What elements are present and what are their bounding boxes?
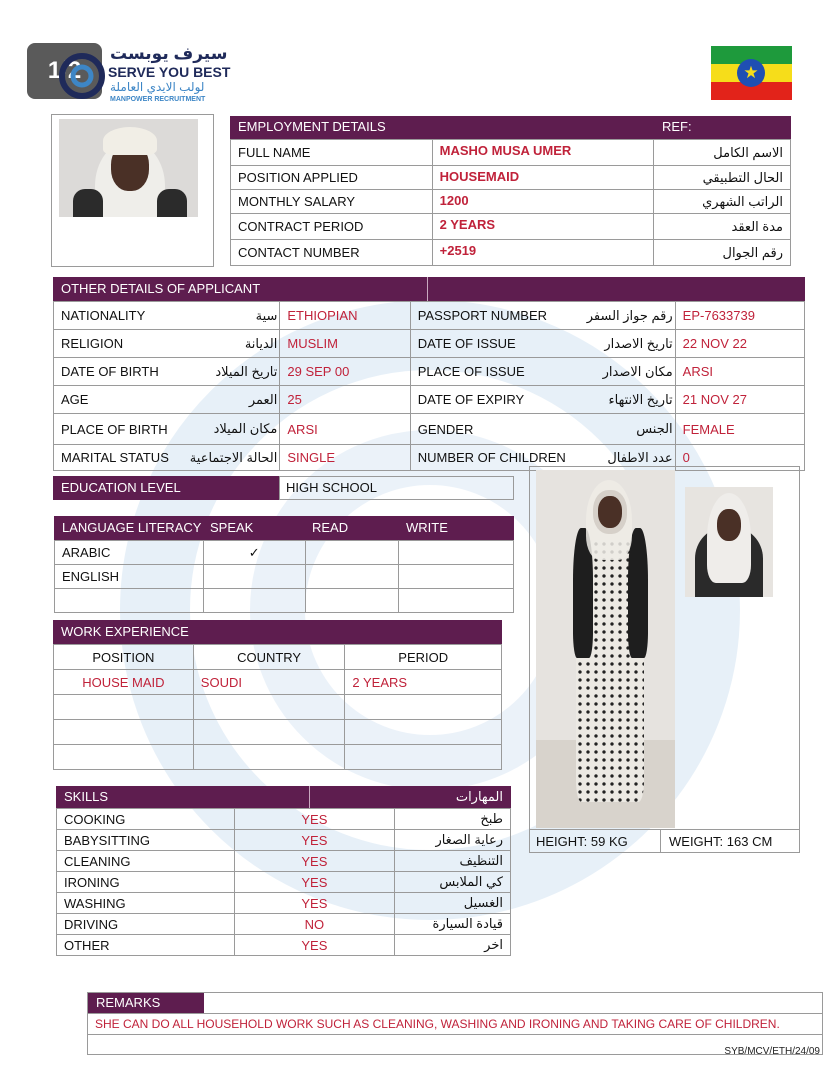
remarks-label: REMARKS: [96, 995, 161, 1010]
employment-label: CONTRACT PERIOD: [231, 214, 433, 240]
skill-value: YES: [234, 809, 394, 830]
skills-arabic-label: المهارات: [455, 789, 503, 804]
skills-row: [57, 830, 511, 851]
skills-row: [57, 851, 511, 872]
work-position: [54, 745, 194, 770]
work-period: [345, 745, 502, 770]
skills-header: [56, 786, 511, 808]
employment-label: FULL NAME: [231, 140, 433, 166]
other-details-row: [54, 358, 805, 386]
employment-arabic-label: رقم الجوال: [654, 240, 791, 266]
other-right-arabic: مكان الاصدار: [573, 358, 675, 386]
other-left-value: 25: [280, 386, 410, 414]
language-row: [55, 565, 514, 589]
skill-arabic: طبخ: [395, 809, 511, 830]
employment-label: POSITION APPLIED: [231, 166, 433, 190]
remarks-divider-bottom: [88, 1034, 822, 1035]
other-right-label: PLACE OF ISSUE: [410, 358, 573, 386]
skill-name: BABYSITTING: [57, 830, 235, 851]
skills-row: [57, 893, 511, 914]
employment-label: MONTHLY SALARY: [231, 190, 433, 214]
work-experience-header: [53, 620, 502, 644]
work-column-header: COUNTRY: [193, 645, 345, 670]
other-left-arabic: العمر: [185, 386, 280, 414]
page-badge-text: 1/2: [47, 57, 82, 84]
other-details-header-label: OTHER DETAILS OF APPLICANT: [61, 281, 261, 296]
employment-row: [231, 214, 791, 240]
height-value: HEIGHT: 59 KG: [536, 834, 628, 849]
skills-row: [57, 872, 511, 893]
language-row: [55, 541, 514, 565]
other-left-label: MARITAL STATUS: [54, 445, 185, 471]
work-position: HOUSE MAID: [54, 670, 194, 695]
employment-arabic-label: الاسم الكامل: [654, 140, 791, 166]
logo-arabic: سيرف يوبست: [110, 44, 228, 63]
other-left-value: 29 SEP 00: [280, 358, 410, 386]
other-right-label: DATE OF EXPIRY: [410, 386, 573, 414]
language-write: [399, 541, 514, 565]
other-details-row: [54, 302, 805, 330]
skill-name: IRONING: [57, 872, 235, 893]
work-period: [345, 720, 502, 745]
other-right-arabic: تاريخ الانتهاء: [573, 386, 675, 414]
other-left-arabic: سية: [185, 302, 280, 330]
logo-mark-icon: [58, 52, 106, 100]
applicant-portrait-frame: [51, 114, 214, 267]
other-left-arabic: تاريخ الميلاد: [185, 358, 280, 386]
other-left-value: MUSLIM: [280, 330, 410, 358]
other-right-arabic: عدد الاطفال: [573, 445, 675, 471]
skill-value: YES: [234, 872, 394, 893]
employment-arabic-label: الراتب الشهري: [654, 190, 791, 214]
other-details-table: [53, 301, 805, 471]
upper-body-photo: [685, 487, 773, 597]
other-details-header-divider: [427, 277, 428, 301]
work-experience-table: [53, 644, 502, 770]
other-right-value: 21 NOV 27: [675, 386, 804, 414]
skills-table: [56, 808, 511, 956]
employment-header-label: EMPLOYMENT DETAILS: [238, 119, 386, 134]
education-label: EDUCATION LEVEL: [61, 480, 181, 495]
work-country: [193, 695, 345, 720]
employment-arabic-label: الحال التطبيقي: [654, 166, 791, 190]
education-header: [53, 476, 279, 500]
employment-value: MASHO MUSA UMER: [432, 140, 654, 166]
work-row: [54, 745, 502, 770]
other-right-value: 22 NOV 22: [675, 330, 804, 358]
employment-value: 2 YEARS: [432, 214, 654, 240]
other-left-value: SINGLE: [280, 445, 410, 471]
other-right-label: PASSPORT NUMBER: [410, 302, 573, 330]
work-row: [54, 720, 502, 745]
logo-english: SERVE YOU BEST: [108, 64, 231, 80]
skill-name: DRIVING: [57, 914, 235, 935]
work-country: SOUDI: [193, 670, 345, 695]
other-right-arabic: رقم جواز السفر: [573, 302, 675, 330]
other-left-label: RELIGION: [54, 330, 185, 358]
work-country: [193, 720, 345, 745]
language-name: [55, 589, 204, 613]
footer-code: SYB/MCV/ETH/24/09: [724, 1046, 820, 1057]
lang-col-language: LANGUAGE LITERACY: [62, 520, 202, 535]
work-row: [54, 670, 502, 695]
work-position: [54, 720, 194, 745]
full-body-photo-frame: [529, 466, 800, 853]
education-value-cell: [279, 476, 514, 500]
remarks-text: SHE CAN DO ALL HOUSEHOLD WORK SUCH AS CLEANING, WASHING AND IRONING AND TAKING CARE OF CHILDREN.: [95, 1017, 780, 1031]
other-right-value: FEMALE: [675, 414, 804, 445]
company-logo: [58, 44, 231, 106]
remarks-header: [88, 993, 204, 1013]
language-read: [305, 565, 399, 589]
weight-value: WEIGHT: 163 CM: [669, 834, 773, 849]
skill-value: YES: [234, 851, 394, 872]
lang-col-write: WRITE: [406, 520, 448, 535]
skill-arabic: رعاية الصغار: [395, 830, 511, 851]
employment-value: HOUSEMAID: [432, 166, 654, 190]
other-right-value: ARSI: [675, 358, 804, 386]
skills-label: SKILLS: [64, 789, 109, 804]
skill-arabic: اخر: [395, 935, 511, 956]
education-value: HIGH SCHOOL: [286, 480, 378, 495]
other-left-label: NATIONALITY: [54, 302, 185, 330]
skill-name: COOKING: [57, 809, 235, 830]
language-read: [305, 589, 399, 613]
other-details-row: [54, 414, 805, 445]
full-body-photo: [536, 470, 675, 828]
employment-details-header: [230, 116, 791, 139]
work-period: 2 YEARS: [345, 670, 502, 695]
other-right-value: EP-7633739: [675, 302, 804, 330]
height-cell: [530, 829, 660, 853]
other-right-label: DATE OF ISSUE: [410, 330, 573, 358]
employment-row: [231, 190, 791, 214]
logo-tagline: MANPOWER RECRUITMENT: [110, 96, 206, 103]
language-write: [399, 589, 514, 613]
work-columns-row: [54, 645, 502, 670]
other-left-arabic: الحالة الاجتماعية: [185, 445, 280, 471]
language-speak: [203, 589, 305, 613]
work-experience-label: WORK EXPERIENCE: [61, 624, 189, 639]
skills-row: [57, 935, 511, 956]
work-column-header: PERIOD: [345, 645, 502, 670]
employment-value: +2519: [432, 240, 654, 266]
language-read: [305, 541, 399, 565]
work-period: [345, 695, 502, 720]
skill-name: CLEANING: [57, 851, 235, 872]
other-details-header: [53, 277, 805, 301]
work-country: [193, 745, 345, 770]
other-right-label: GENDER: [410, 414, 573, 445]
skill-value: YES: [234, 893, 394, 914]
other-left-arabic: مكان الميلاد: [185, 414, 280, 445]
other-details-row: [54, 330, 805, 358]
other-right-arabic: تاريخ الاصدار: [573, 330, 675, 358]
remarks-divider-top: [88, 1013, 822, 1014]
language-row: [55, 589, 514, 613]
skill-arabic: كي الملابس: [395, 872, 511, 893]
ref-label: REF:: [662, 119, 692, 134]
employment-row: [231, 166, 791, 190]
work-column-header: POSITION: [54, 645, 194, 670]
lang-col-read: READ: [312, 520, 349, 535]
skill-arabic: قيادة السيارة: [395, 914, 511, 935]
other-right-label: NUMBER OF CHILDREN: [410, 445, 573, 471]
other-left-value: ETHIOPIAN: [280, 302, 410, 330]
employment-label: CONTACT NUMBER: [231, 240, 433, 266]
employment-details-table: [230, 139, 791, 266]
work-position: [54, 695, 194, 720]
employment-row: [231, 240, 791, 266]
skill-arabic: التنظيف: [395, 851, 511, 872]
lang-col-speak: SPEAK: [210, 520, 254, 535]
skill-arabic: الغسيل: [395, 893, 511, 914]
language-name: ENGLISH: [55, 565, 204, 589]
skills-row: [57, 914, 511, 935]
work-row: [54, 695, 502, 720]
skill-value: NO: [234, 914, 394, 935]
other-left-arabic: الديانة: [185, 330, 280, 358]
other-left-value: ARSI: [280, 414, 410, 445]
ethiopia-flag-icon: ★: [711, 46, 792, 100]
language-table: [54, 540, 514, 613]
skill-value: YES: [234, 830, 394, 851]
other-right-value: 0: [675, 445, 804, 471]
employment-arabic-label: مدة العقد: [654, 214, 791, 240]
skills-header-divider: [309, 786, 310, 808]
skill-name: OTHER: [57, 935, 235, 956]
logo-arabic-sub: لولب الايدي العاملة: [110, 80, 205, 94]
weight-cell: [660, 829, 800, 853]
other-right-arabic: الجنس: [573, 414, 675, 445]
language-speak: [203, 565, 305, 589]
other-left-label: PLACE OF BIRTH: [54, 414, 185, 445]
employment-row: [231, 140, 791, 166]
other-left-label: DATE OF BIRTH: [54, 358, 185, 386]
employment-value: 1200: [432, 190, 654, 214]
language-name: ARABIC: [55, 541, 204, 565]
applicant-portrait-photo: [59, 119, 198, 217]
other-details-row: [54, 386, 805, 414]
skills-row: [57, 809, 511, 830]
language-header: [54, 516, 514, 540]
language-speak: ✓: [203, 541, 305, 565]
language-write: [399, 565, 514, 589]
other-left-label: AGE: [54, 386, 185, 414]
skill-name: WASHING: [57, 893, 235, 914]
skill-value: YES: [234, 935, 394, 956]
